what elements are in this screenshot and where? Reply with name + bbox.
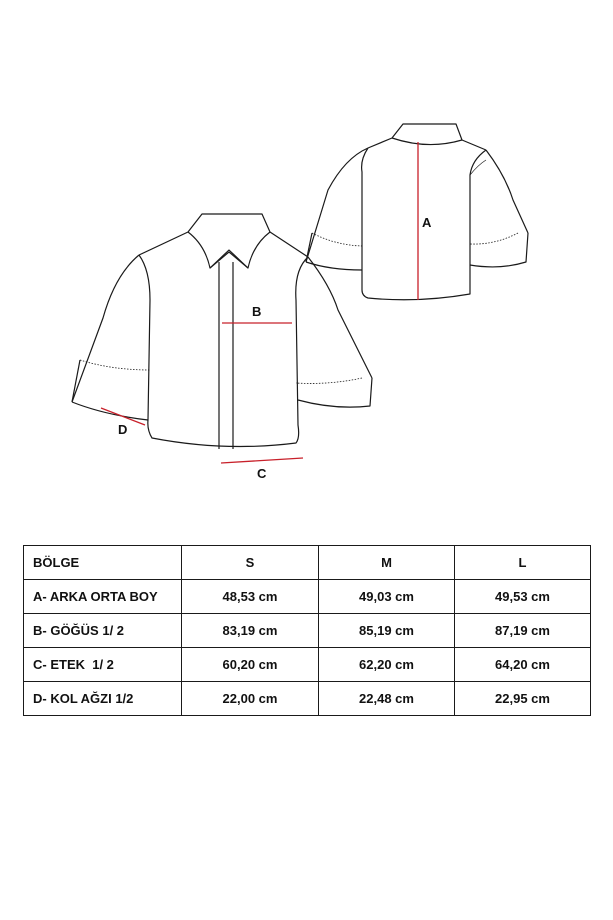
row-label: C- ETEK 1/ 2 — [24, 648, 182, 682]
cell-value: 48,53 cm — [182, 580, 319, 614]
cell-value: 22,95 cm — [455, 682, 591, 716]
header-size-m: M — [319, 546, 455, 580]
measure-label-d: D — [118, 422, 128, 437]
cell-value: 60,20 cm — [182, 648, 319, 682]
cell-value: 22,00 cm — [182, 682, 319, 716]
measure-label-a: A — [422, 215, 432, 230]
measure-line-c — [221, 458, 303, 463]
row-label: B- GÖĞÜS 1/ 2 — [24, 614, 182, 648]
measure-label-c: C — [257, 466, 267, 481]
cell-value: 62,20 cm — [319, 648, 455, 682]
row-label: D- KOL AĞZI 1/2 — [24, 682, 182, 716]
table-row — [24, 682, 591, 716]
cell-value: 49,53 cm — [455, 580, 591, 614]
cell-value: 49,03 cm — [319, 580, 455, 614]
header-size-l: L — [455, 546, 591, 580]
cell-value: 64,20 cm — [455, 648, 591, 682]
table-row — [24, 580, 591, 614]
cell-value: 83,19 cm — [182, 614, 319, 648]
cell-value: 87,19 cm — [455, 614, 591, 648]
header-size-s: S — [182, 546, 319, 580]
cell-value: 22,48 cm — [319, 682, 455, 716]
table-row — [24, 648, 591, 682]
table-row — [24, 614, 591, 648]
header-region: BÖLGE — [24, 546, 182, 580]
table-header-row — [24, 546, 591, 580]
measure-label-b: B — [252, 304, 262, 319]
size-chart-table — [23, 545, 591, 716]
cell-value: 85,19 cm — [319, 614, 455, 648]
shirt-back-view — [306, 124, 528, 300]
row-label: A- ARKA ORTA BOY — [24, 580, 182, 614]
